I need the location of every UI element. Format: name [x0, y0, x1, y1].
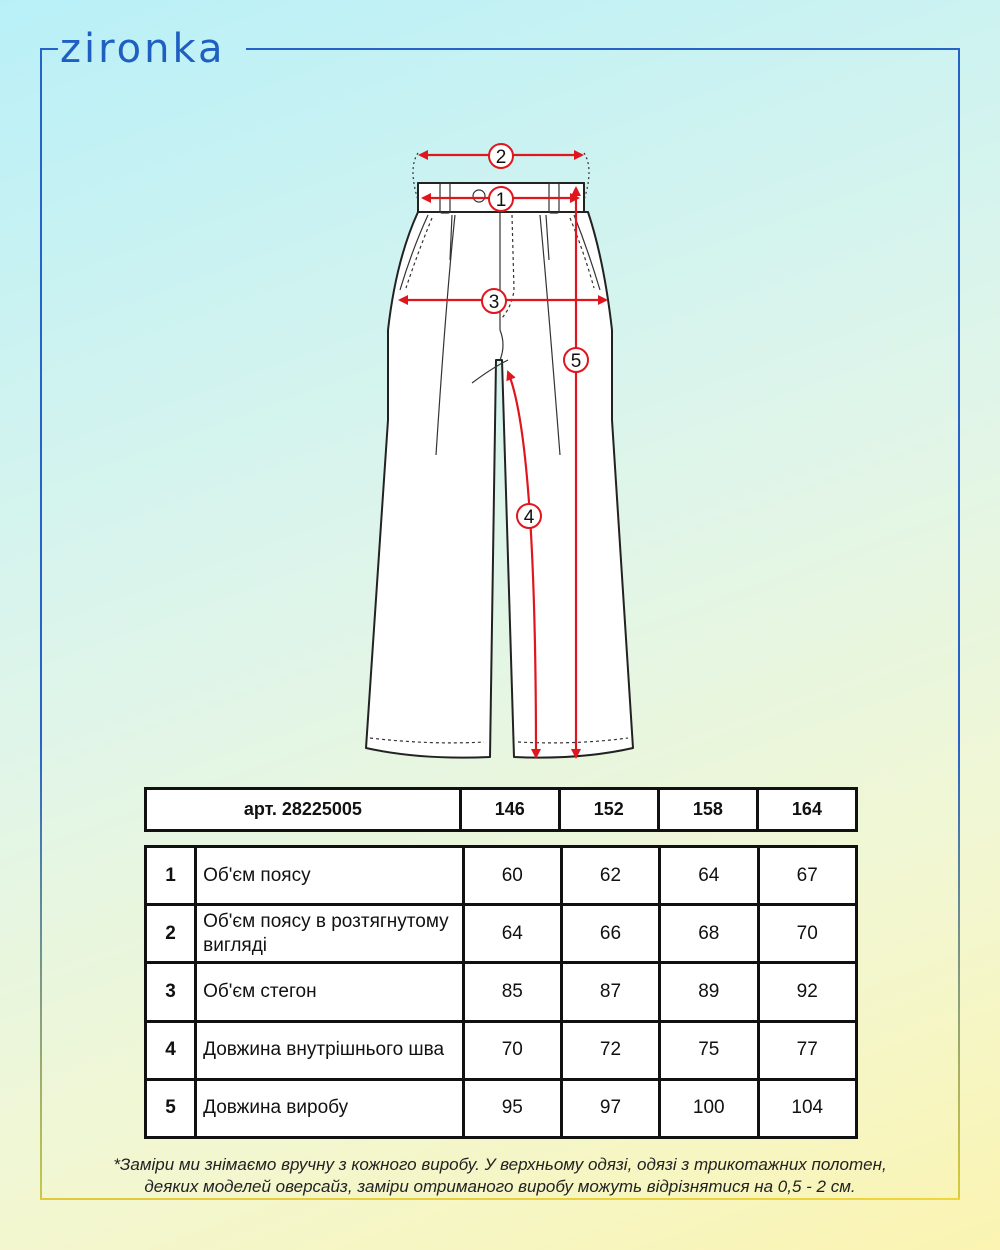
value-cell: 77: [758, 1021, 857, 1079]
table-row: [146, 847, 857, 905]
measure-name: Об'єм поясу в розтягнутому вигляді: [203, 910, 449, 956]
value-cell: 64: [660, 847, 758, 905]
value-cell: 64: [463, 905, 561, 963]
measure-name: Об'єм стегон: [196, 963, 464, 1021]
value-cell: 67: [758, 847, 857, 905]
table-row: [146, 1021, 857, 1079]
measure-name: Довжина внутрішнього шва: [196, 1021, 464, 1079]
row-number: 1: [146, 847, 196, 905]
measure-name-cell: [196, 905, 464, 963]
marker-5: [564, 348, 588, 372]
marker-2: [489, 144, 513, 168]
value-cell: 104: [758, 1079, 857, 1137]
size-table: [144, 845, 858, 1139]
value-cell: 75: [660, 1021, 758, 1079]
size-header-cell: 164: [757, 789, 856, 831]
value-cell: 85: [463, 963, 561, 1021]
svg-text:5: 5: [570, 351, 582, 372]
svg-text:2: 2: [495, 147, 507, 168]
size-header-cell: 152: [559, 789, 658, 831]
brand-logo: zironka: [60, 26, 226, 72]
size-header-cell: 158: [658, 789, 757, 831]
size-table-header: [144, 787, 858, 832]
value-cell: 97: [561, 1079, 659, 1137]
table-row: [146, 1079, 857, 1137]
measure-name: Довжина виробу: [196, 1079, 464, 1137]
marker-1: [489, 187, 513, 211]
measure-name: Об'єм поясу: [196, 847, 464, 905]
size-header-cell: 146: [460, 789, 559, 831]
row-number: 2: [146, 905, 196, 963]
value-cell: 70: [463, 1021, 561, 1079]
svg-text:3: 3: [488, 292, 500, 313]
article-cell: арт. 28225005: [146, 789, 461, 831]
note-line-2: деяких моделей оверсайз, заміри отриманого виробу можуть відрізнятися на 0,5 - 2 см.: [144, 1177, 856, 1196]
marker-4: [517, 504, 541, 528]
value-cell: 70: [758, 905, 857, 963]
measurement-note: [40, 1154, 960, 1198]
svg-text:4: 4: [523, 507, 535, 528]
table-row: [146, 963, 857, 1021]
note-line-1: *Заміри ми знімаємо вручну з кожного виробу. У верхньому одязі, одязі з трикотажних полотен,: [113, 1155, 887, 1174]
table-row: [146, 905, 857, 963]
value-cell: 68: [660, 905, 758, 963]
frame-bottom-line: [40, 1198, 960, 1200]
row-number: 5: [146, 1079, 196, 1137]
value-cell: 100: [660, 1079, 758, 1137]
value-cell: 72: [561, 1021, 659, 1079]
value-cell: 62: [561, 847, 659, 905]
value-cell: 87: [561, 963, 659, 1021]
value-cell: 66: [561, 905, 659, 963]
value-cell: 92: [758, 963, 857, 1021]
value-cell: 60: [463, 847, 561, 905]
row-number: 4: [146, 1021, 196, 1079]
row-number: 3: [146, 963, 196, 1021]
value-cell: 95: [463, 1079, 561, 1137]
svg-text:1: 1: [495, 190, 507, 211]
marker-3: [482, 289, 506, 313]
value-cell: 89: [660, 963, 758, 1021]
